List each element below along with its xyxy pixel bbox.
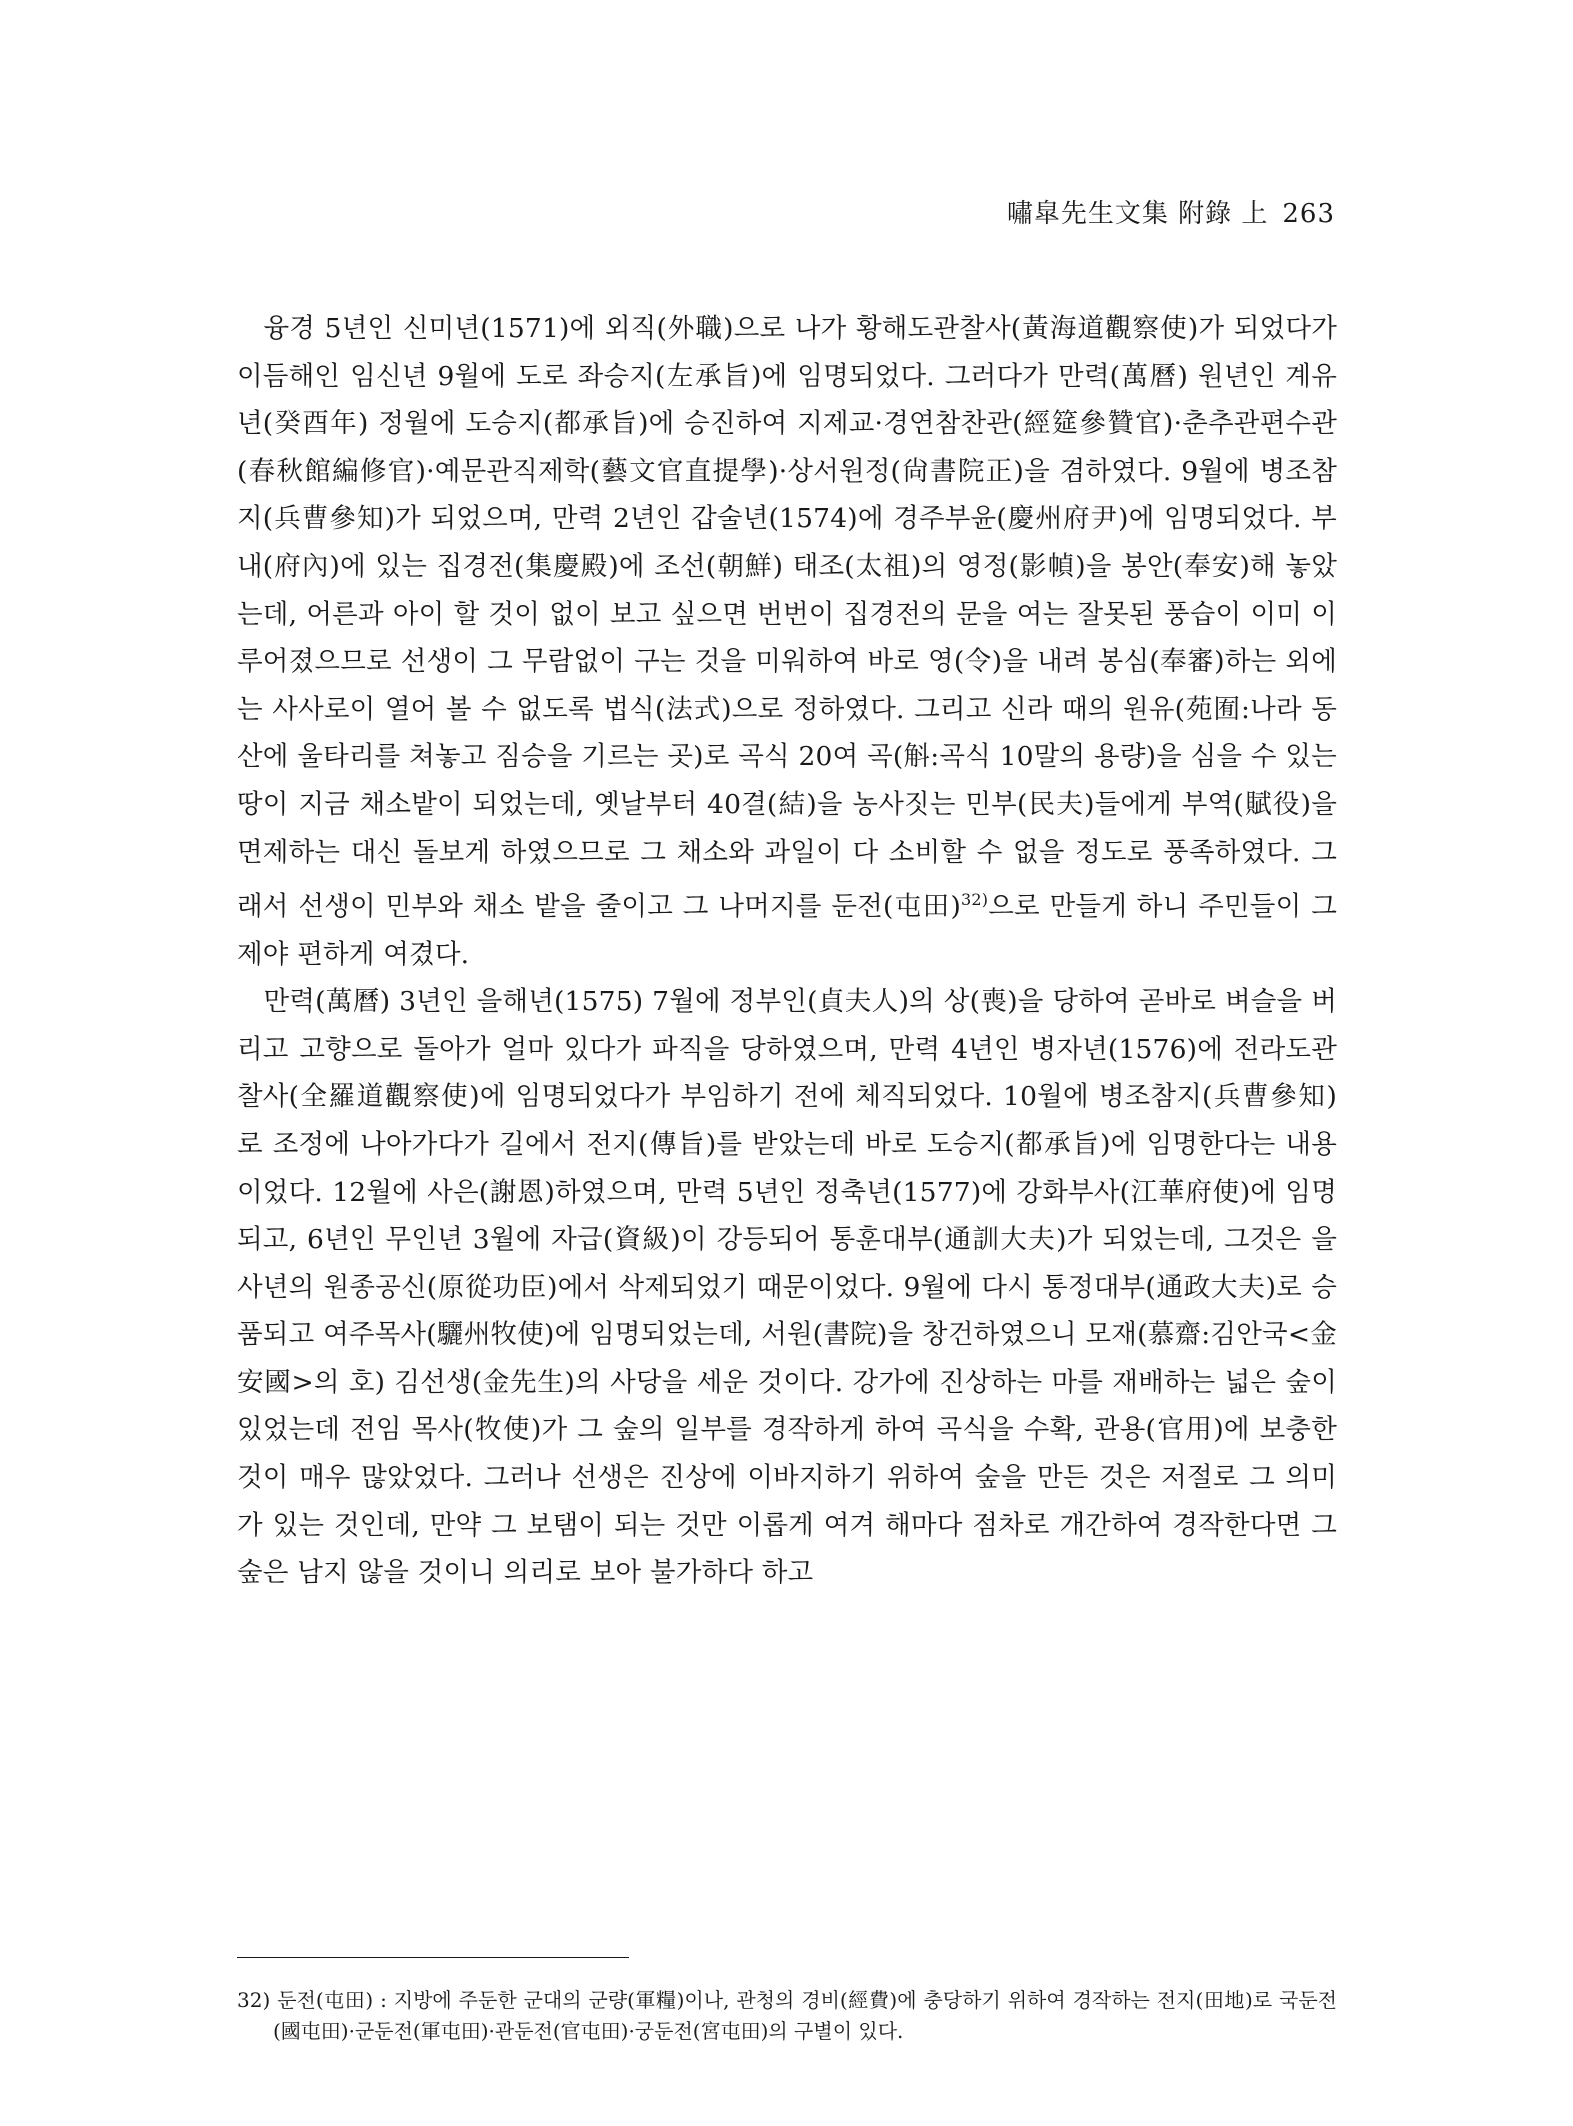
footnote-divider (237, 1957, 629, 1958)
body-text (237, 305, 1337, 1597)
footnote-reference: 32) (961, 890, 989, 910)
paragraph-2: 만력(萬曆) 3년인 을해년(1575) 7월에 정부인(貞夫人)의 상(喪)을 당하여 곧바로 벼슬을 버리고 고향으로 돌아가 얼마 있다가 파직을 당하였으며, 만력 4년인 병자년(1576)에 전라도관찰사(全羅道觀察使)에 임명되었다가 부임하기 전에 체직되었다. 10월에 병조참지(兵曹參知)로 조정에 나아가다가 길에서 전지(傳旨)를 받았는데 바로 도승지(都承旨)에 임명한다는 내용이었다. 12월에 사은(謝恩)하였으며, 만력 5년인 정축년(1577)에 강화부사(江華府使)에 임명되고, 6년인 무인년 3월에 자급(資級)이 강등되어 통훈대부(通訓大夫)가 되었는데, 그것은 을사년의 원종공신(原從功臣)에서 삭제되었기 때문이었다. 9월에 다시 통정대부(通政大夫)로 승품되고 여주목사(驪州牧使)에 임명되었는데, 서원(書院)을 창건하였으니 모재(慕齋:김안국<金安國>의 호) 김선생(金先生)의 사당을 세운 것이다. 강가에 진상하는 마를 재배하는 넓은 숲이 있었는데 전임 목사(牧使)가 그 숲의 일부를 경작하게 하여 곡식을 수확, 관용(官用)에 보충한 것이 매우 많았었다. 그러나 선생은 진상에 이바지하기 위하여 숲을 만든 것은 저절로 그 의미가 있는 것인데, 만약 그 보탬이 되는 것만 이롭게 여겨 해마다 점차로 개간하여 경작한다면 그 숲은 남지 않을 것이니 의리로 보아 불가하다 하고 (237, 986, 1337, 1589)
footnote-text: 둔전(屯田) : 지방에 주둔한 군대의 군량(軍糧)이나, 관청의 경비(經費)에 충당하기 위하여 경작하는 전지(田地)로 국둔전(國屯田)·군둔전(軍屯田)·관둔전(官屯田)·궁둔전(宮屯田)의 구별이 있다. (270, 1988, 1337, 2043)
paragraph-1-tail: 으로 만들게 하니 주민들이 그제야 편하게 여겼다. (237, 890, 1337, 970)
footnote-marker: 32) (237, 1988, 271, 2012)
book-title: 嘯皐先生文集 附錄 上 (1006, 199, 1269, 229)
paragraph-1 (237, 305, 1337, 978)
paragraph-1-text: 융경 5년인 신미년(1571)에 외직(外職)으로 나가 황해도관찰사(黃海道觀察使)가 되었다가 이듬해인 임신년 9월에 도로 좌승지(左承旨)에 임명되었다. 그러다가 만력(萬曆) 원년인 계유년(癸酉年) 정월에 도승지(都承旨)에 승진하여 지제교·경연참찬관(經筵參贊官)·춘추관편수관(春秋館編修官)·예문관직제학(藝文官直提學)·상서원정(尙書院正)을 겸하였다. 9월에 병조참지(兵曹參知)가 되었으며, 만력 2년인 갑술년(1574)에 경주부윤(慶州府尹)에 임명되었다. 부내(府內)에 있는 집경전(集慶殿)에 조선(朝鮮) 태조(太祖)의 영정(影幀)을 봉안(奉安)해 놓았는데, 어른과 아이 할 것이 없이 보고 싶으면 번번이 집경전의 문을 여는 잘못된 풍습이 이미 이루어졌으므로 선생이 그 무람없이 구는 것을 미워하여 바로 영(令)을 내려 봉심(奉審)하는 외에는 사사로이 열어 볼 수 없도록 법식(法式)으로 정하였다. 그리고 신라 때의 원유(苑囿:나라 동산에 울타리를 쳐놓고 짐승을 기르는 곳)로 곡식 20여 곡(斛:곡식 10말의 용량)을 심을 수 있는 땅이 지금 채소밭이 되었는데, 옛날부터 40결(結)을 농사짓는 민부(民夫)들에게 부역(賦役)을 면제하는 대신 돌보게 하였으므로 그 채소와 과일이 다 소비할 수 없을 정도로 풍족하였다. 그래서 선생이 민부와 채소 밭을 줄이고 그 나머지를 둔전(屯田) (237, 313, 1338, 922)
footnote (237, 1985, 1337, 2047)
running-header (1007, 193, 1335, 230)
page-number: 263 (1282, 199, 1335, 229)
